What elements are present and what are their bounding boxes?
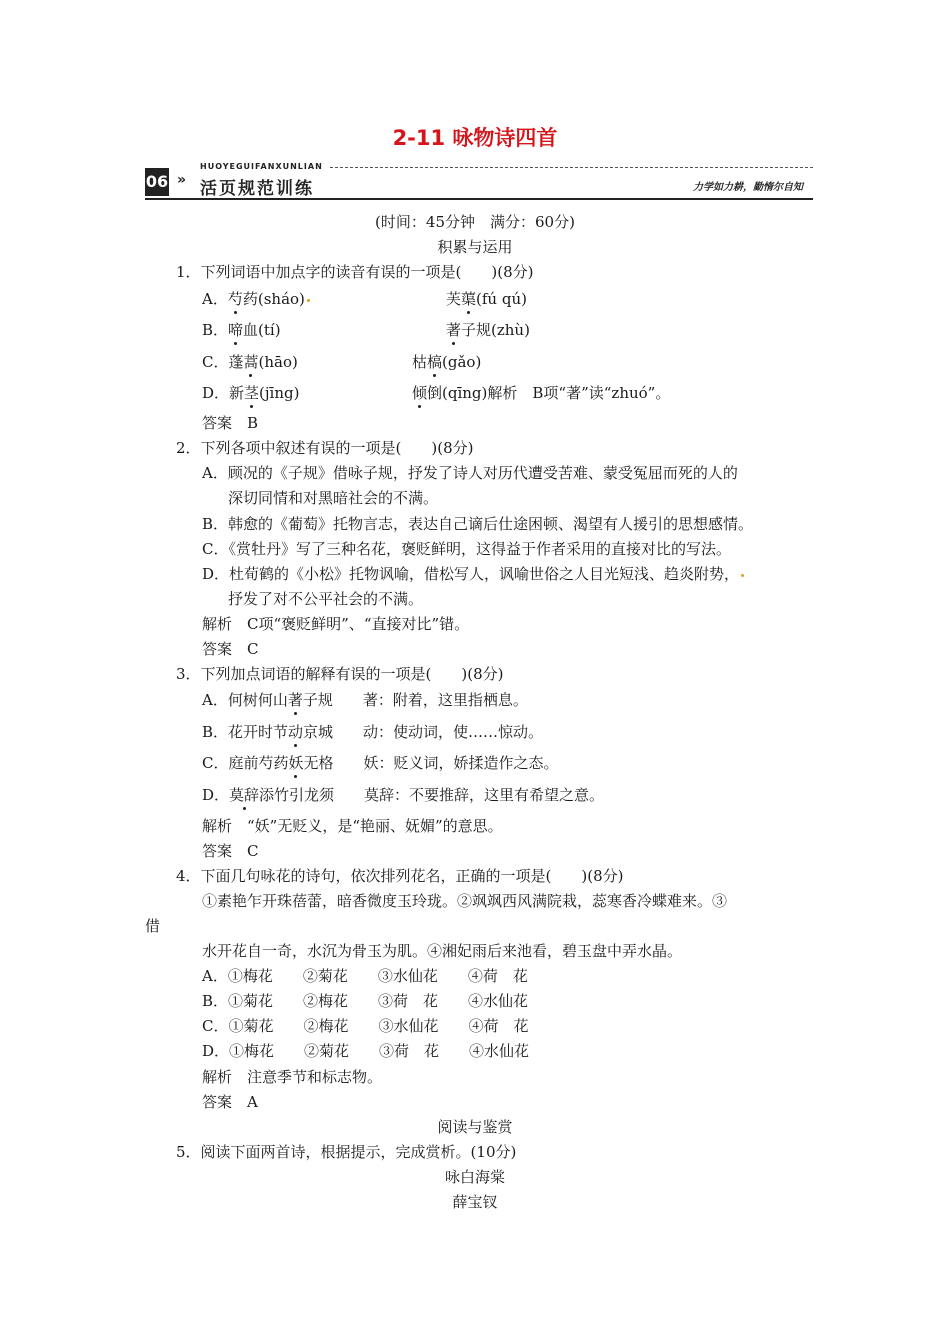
poem-wrap-char: 借 xyxy=(145,917,161,935)
poem-lines-continued: 水开花自一奇，水沉为骨玉为肌。④湘妃雨后来池看，碧玉盘中弄水晶。 xyxy=(202,942,683,960)
option-b-left: B．啼血(tí) xyxy=(202,321,281,339)
option-a-right: 芙蕖(fú qú) xyxy=(446,290,527,308)
section-banner xyxy=(145,160,813,200)
banner-number: 06 xyxy=(145,168,169,196)
option-a-continued: 深切同情和对黑暗社会的不满。 xyxy=(228,489,439,507)
double-arrow-icon: » xyxy=(177,172,187,188)
option-b: B．①菊花 ②梅花 ③荷 花 ④水仙花 xyxy=(202,992,529,1010)
page-title: 2-11 咏物诗四首 xyxy=(392,126,558,150)
option-c: C．①菊花 ②梅花 ③水仙花 ④荷 花 xyxy=(202,1017,529,1035)
option-b: B．花开时节动京城 动：使动词，使……惊动。 xyxy=(202,723,544,741)
option-a: A．①梅花 ②菊花 ③水仙花 ④荷 花 xyxy=(202,967,528,985)
poem-title: 咏白海棠 xyxy=(444,1168,505,1186)
answer: 答案 B xyxy=(202,414,259,432)
option-d-continued: 抒发了对不公平社会的不满。 xyxy=(228,590,424,608)
question-stem: 5．阅读下面两首诗，根据提示，完成赏析。(10分) xyxy=(176,1143,517,1161)
question-stem: 3．下列加点词语的解释有误的一项是( )(8分) xyxy=(176,665,504,683)
option-b: B．韩愈的《葡萄》托物言志，表达自己谪后仕途困顿、渴望有人援引的思想感情。 xyxy=(202,515,754,533)
question-stem: 4．下面几句咏花的诗句，依次排列花名，正确的一项是( )(8分) xyxy=(176,867,624,885)
answer: 答案 A xyxy=(202,1093,258,1111)
option-c: C．庭前芍药妖无格 妖：贬义词，娇揉造作之态。 xyxy=(202,754,559,772)
option-d: D．杜荀鹤的《小松》托物讽喻，借松写人，讽喻世俗之人目光短浅、趋炎附势， xyxy=(202,564,744,584)
option-d-right: 倾倒(qīng)解析 B项“著”读“zhuó”。 xyxy=(412,384,671,402)
banner-motto: 力学如力耕，勤惰尔自知 xyxy=(693,182,803,193)
section-heading: 阅读与鉴赏 xyxy=(437,1118,513,1136)
exam-meta: (时间：45分钟 满分：60分) xyxy=(375,213,575,231)
option-c-right: 枯槁(gǎo) xyxy=(412,353,482,371)
banner-pinyin: HUOYEGUIFANXUNLIAN xyxy=(200,162,323,171)
poem-author: 薛宝钗 xyxy=(452,1193,498,1211)
option-d-left: D．新茎(jīng) xyxy=(202,384,300,402)
answer: 答案 C xyxy=(202,640,259,658)
poem-lines: ①素艳乍开珠蓓蕾，暗香微度玉玲珑。②飒飒西风满院栽，蕊寒香冷蝶难来。③ xyxy=(202,892,728,910)
question-stem: 2．下列各项中叙述有误的一项是( )(8分) xyxy=(176,439,474,457)
option-a: A．顾况的《子规》借咏子规，抒发了诗人对历代遭受苦难、蒙受冤屈而死的人的 xyxy=(202,464,738,482)
option-c: C．《赏牡丹》写了三种名花，褒贬鲜明，这得益于作者采用的直接对比的写法。 xyxy=(202,540,731,558)
option-a: A．何树何山著子规 著：附着，这里指栖息。 xyxy=(202,691,528,709)
option-a-left: A．芍药(sháo) xyxy=(202,289,310,309)
option-b-right: 著子规(zhù) xyxy=(446,321,530,339)
section-heading: 积累与运用 xyxy=(437,238,513,256)
answer: 答案 C xyxy=(202,842,259,860)
option-d: D．莫辞添竹引龙须 莫辞：不要推辞，这里有希望之意。 xyxy=(202,786,605,804)
analysis: 解析 C项“褒贬鲜明”、“直接对比”错。 xyxy=(202,615,470,633)
banner-rule xyxy=(145,198,813,200)
analysis: 解析 注意季节和标志物。 xyxy=(202,1068,383,1086)
option-c-left: C．蓬蒿(hāo) xyxy=(202,353,298,371)
analysis: 解析 “妖”无贬义，是“艳丽、妩媚”的意思。 xyxy=(202,817,503,835)
question-stem: 1．下列词语中加点字的读音有误的一项是( )(8分) xyxy=(176,263,534,281)
banner-dashed-line xyxy=(330,167,813,168)
option-d: D．①梅花 ②菊花 ③荷 花 ④水仙花 xyxy=(202,1042,530,1060)
banner-title: 活页规范训练 xyxy=(200,179,314,199)
